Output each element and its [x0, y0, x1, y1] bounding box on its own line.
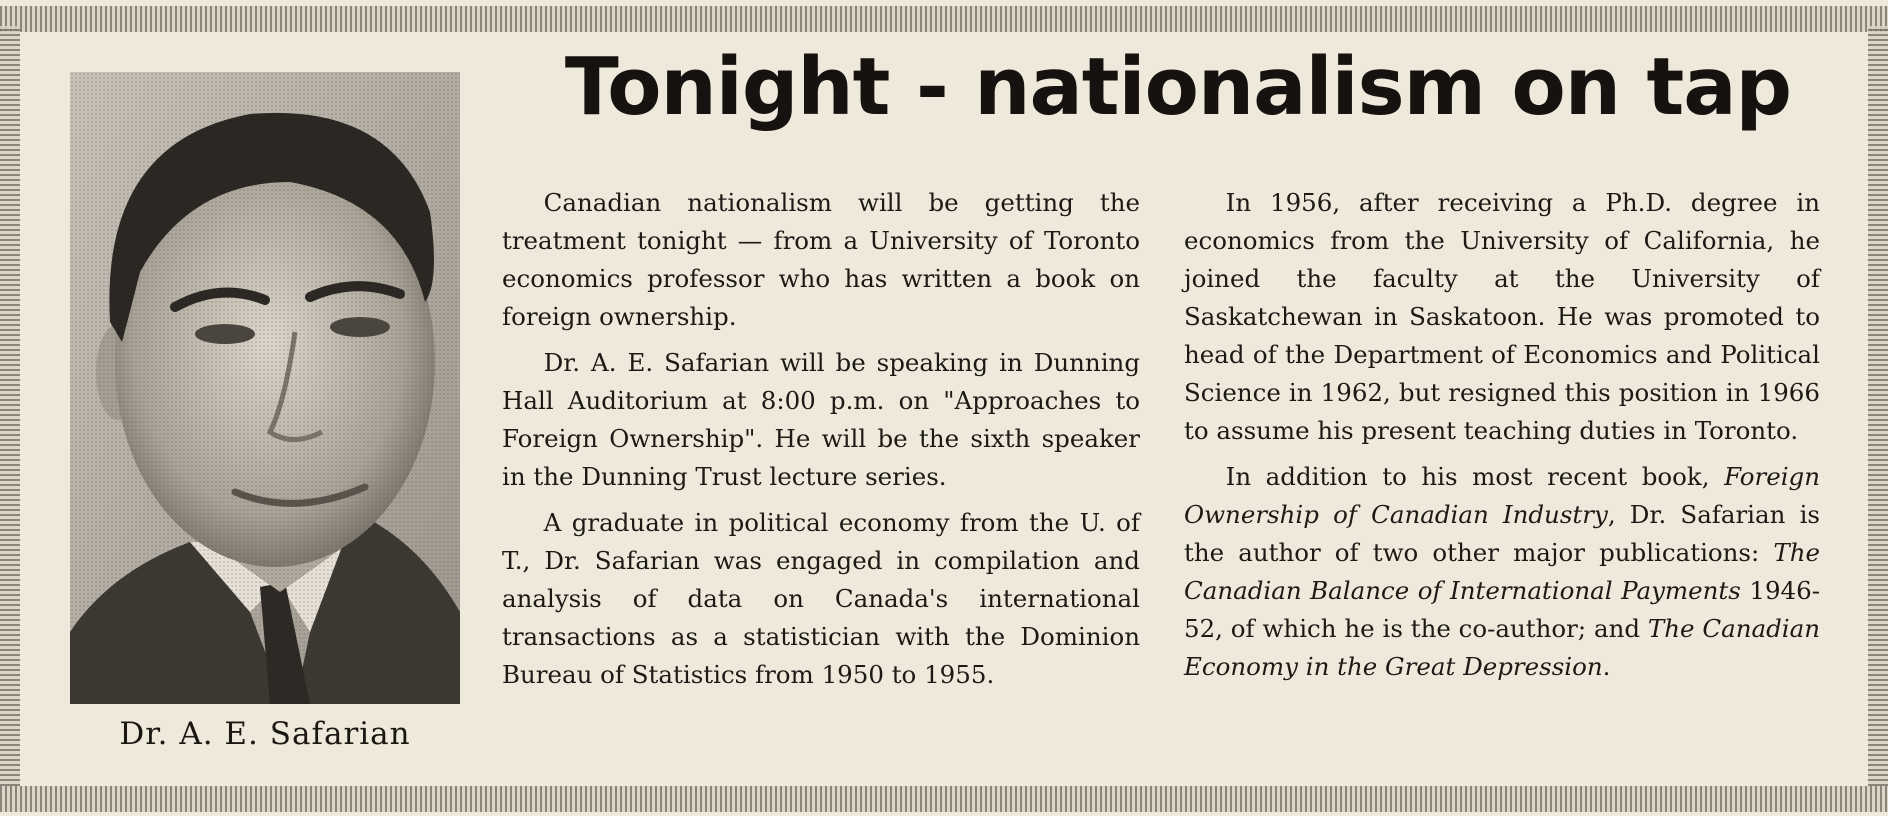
- article-paragraph: In 1956, after receiving a Ph.D. degree in economics from the University of California, he joined the faculty at the University of Saskatchewan in Saskatoon. He was promoted to head of the Department of Economics and Political Science in 1962, but resigned this position in 1966 to assume his present teaching duties in Toronto.: [1184, 188, 1820, 445]
- article-column-2: [1184, 184, 1820, 694]
- article-column-1: [502, 184, 1140, 702]
- portrait-illustration: [70, 72, 460, 704]
- article-paragraph: Canadian nationalism will be getting the treatment tonight — from a University of Toronto economics professor who has written a book on foreign ownership.: [502, 188, 1140, 331]
- bottom-border-rule: [0, 786, 1888, 812]
- book-title: Foreign Ownership of Canadian Industry: [1184, 462, 1820, 529]
- headline: Tonight - nationalism on tap: [564, 41, 1792, 133]
- paragraph-text: , Dr. Safarian is the author of two other major publications:: [1184, 500, 1820, 567]
- portrait-photo: [70, 72, 460, 704]
- article-paragraph: A graduate in political economy from the U. of T., Dr. Safarian was engaged in compilation and analysis of data on Canada's international transactions as a statistician with the Dominion Bureau of Statistics from 1950 to 1955.: [502, 508, 1140, 689]
- left-border-rule: [0, 26, 20, 786]
- top-border-rule: [0, 6, 1888, 32]
- paragraph-text: 1946-52, of which he is the co-author; and: [1184, 576, 1820, 643]
- paragraph-text: In addition to his most recent book,: [1225, 462, 1725, 491]
- right-border-rule: [1868, 26, 1888, 786]
- book-title: The Canadian Economy in the Great Depression: [1184, 614, 1820, 681]
- photo-caption: Dr. A. E. Safarian: [119, 716, 411, 752]
- article-paragraph: [1184, 458, 1820, 686]
- book-title: The Canadian Balance of International Payments: [1184, 538, 1820, 605]
- paragraph-text: .: [1602, 652, 1611, 681]
- article-paragraph: Dr. A. E. Safarian will be speaking in Dunning Hall Auditorium at 8:00 p.m. on "Approaches to Foreign Ownership". He will be the sixth speaker in the Dunning Trust lecture series.: [502, 348, 1140, 491]
